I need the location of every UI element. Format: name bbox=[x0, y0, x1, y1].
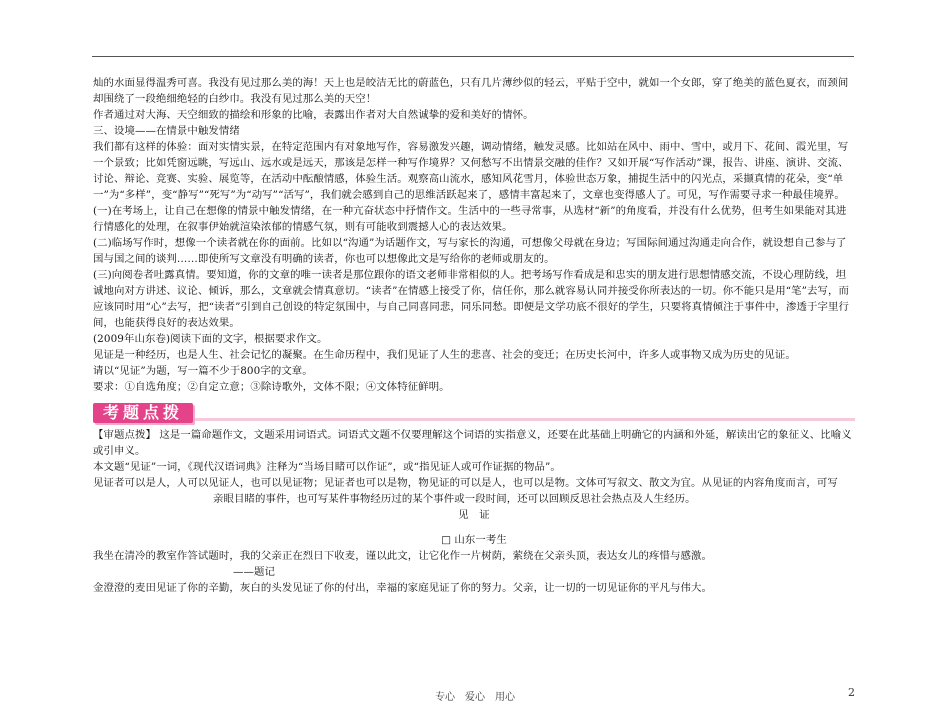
paragraph: 作者通过对大海、天空细致的描绘和形象的比喻，表露出作者对大自然诚挚的爱和美好的情怀。 bbox=[93, 109, 534, 121]
paragraph: (二)临场写作时，想像一个读者就在你的面前。比如以“沟通”为话题作文，写与家长的沟通，可想像父母就在身边；写国际间通过沟通走向合作，就设想自己参与了国与国之间的谈判……即使所写文章没有明确的读者，你也可以想像此文是写给你的老师或朋友的。 bbox=[93, 237, 847, 265]
page-footer: 专心 爱心 用心 bbox=[435, 692, 515, 703]
badge-underline bbox=[195, 418, 855, 421]
paragraph: 灿的水面显得温秀可喜。我没有见过那么美的海！天上也是皎洁无比的蔚蓝色，只有几片薄纱似的轻云，平贴于空中，就如一个女郎，穿了绝美的蓝色夏衣，而颈间却围绕了一段绝细绝轻的白纱巾。我没有见过那么美的天空！ bbox=[93, 77, 849, 105]
header-rule bbox=[92, 56, 854, 57]
paragraph: 见证是一种经历，也是人生、社会记忆的凝聚。在生命历程中，我们见证了人生的悲喜、社会的变迁；在历史长河中，许多人或事物又成为历史的见证。 bbox=[93, 349, 796, 361]
paragraph: (三)向阅卷者吐露真情。要知道，你的文章的唯一读者是那位跟你的语文老师非常相似的人。把考场写作看成是和忠实的朋友进行思想情感交流，不设心理防线，坦诚地向对方讲述、议论、倾诉，那么，文章就会情真意切。“读者”在情感上接受了你，信任你，那么就容易认同并接受你所表达的一切。你不能只是用“笔”去写，而应该同时用“心”去写，把“读者”引到自己创设的特定氛围中，与自己同喜同悲，同乐同愁。即便是文学功底不很好的学生，只要将真情倾注于事件中，渗透于字里行间，也能获得良好的表达效果。 bbox=[93, 269, 849, 329]
paragraph: (一)在考场上，让自己在想像的情景中触发情绪，在一种亢奋状态中抒情作文。生活中的一些寻常事，从选材“新”的角度看，并没有什么优势，但考生如果能对其进行情感化的处理，在叙事伊始就渲染浓郁的情感气氛，则有可能收到震撼人心的表达效果。 bbox=[93, 205, 847, 233]
exam-source: (2009年山东卷)阅读下面的文字，根据要求作文。 bbox=[93, 333, 328, 345]
paragraph: 我们都有这样的体验：面对实情实景，在特定范围内有对象地写作，容易激发兴趣，调动情绪，触发灵感。比如站在风中、雨中、雪中，或月下、花间、霞光里，写一个景致；比如凭窗远眺，写远山、远水或是远天，那该是怎样一种写作境界？又何愁写不出情景交融的佳作？又如开展“写作活动”课，报告、讲座、演讲、交流、讨论、辩论、竞赛、实验、展览等，在活动中酝酿情感，体验生活。观察高山流水，感知风花雪月，体验世态万象，捕捉生活中的闪光点，采撷真情的花朵，变“单一”为“多样”，变“静写”“死写”为“动写”“活写”，我们就会感到自己的思维活跃起来了，感情丰富起来了，文章也变得感人了。可见，写作需要寻求一种最佳境界。 bbox=[93, 141, 849, 201]
spacer bbox=[93, 523, 855, 532]
essay-line: 我坐在清冷的教室作答试题时，我的父亲正在烈日下收麦，谨以此文，让它化作一片树荫，萦绕在父亲头顶，表达女儿的疼惜与感激。 bbox=[93, 550, 712, 562]
section-badge: 考题点拨 bbox=[93, 403, 193, 423]
essay-line: 金澄澄的麦田见证了你的辛勤，灰白的头发见证了你的付出，幸福的家庭见证了你的努力。父亲，让一切的一切见证你的平凡与伟大。 bbox=[93, 582, 712, 594]
essay-title: 见 证 bbox=[458, 509, 490, 521]
analysis-continuation: 亲眼目睹的事件，也可写某件事物经历过的某个事件或一段时间，还可以回顾反思社会热点及人生经历。 bbox=[213, 493, 696, 505]
analysis-paragraph: 本文题“见证”一词，《现代汉语词典》注释为“当场目睹可以作证”，或“指见证人或可作证据的物品”。 bbox=[93, 461, 561, 473]
analysis-paragraph: 见证者可以是人，人可以见证人，也可以见证物；见证者也可以是物，物见证的可以是人，也可以是物。文体可写叙文、散文为宜。从见证的内容角度而言，可写 bbox=[93, 477, 838, 489]
epigraph-signature: ——题记 bbox=[233, 566, 275, 578]
paragraph: 请以“见证”为题，写一篇不少于800字的文章。 bbox=[93, 365, 313, 377]
page-number: 2 bbox=[848, 686, 855, 699]
section-badge-row bbox=[93, 397, 855, 423]
essay-author: □ 山东一考生 bbox=[441, 534, 507, 546]
requirements: 要求：①自选角度；②自定立意；③除诗歌外，文体不限；④文体特征鲜明。 bbox=[93, 381, 450, 393]
analysis-paragraph: 【审题点拨】 这是一篇命题作文，文题采用词语式。词语式文题不仅要理解这个词语的实指意义，还要在此基础上明确它的内涵和外延，解读出它的象征义、比喻义或引申义。 bbox=[93, 429, 852, 457]
page-body bbox=[93, 75, 855, 596]
section-heading: 三、设境——在情景中触发情绪 bbox=[93, 125, 240, 137]
